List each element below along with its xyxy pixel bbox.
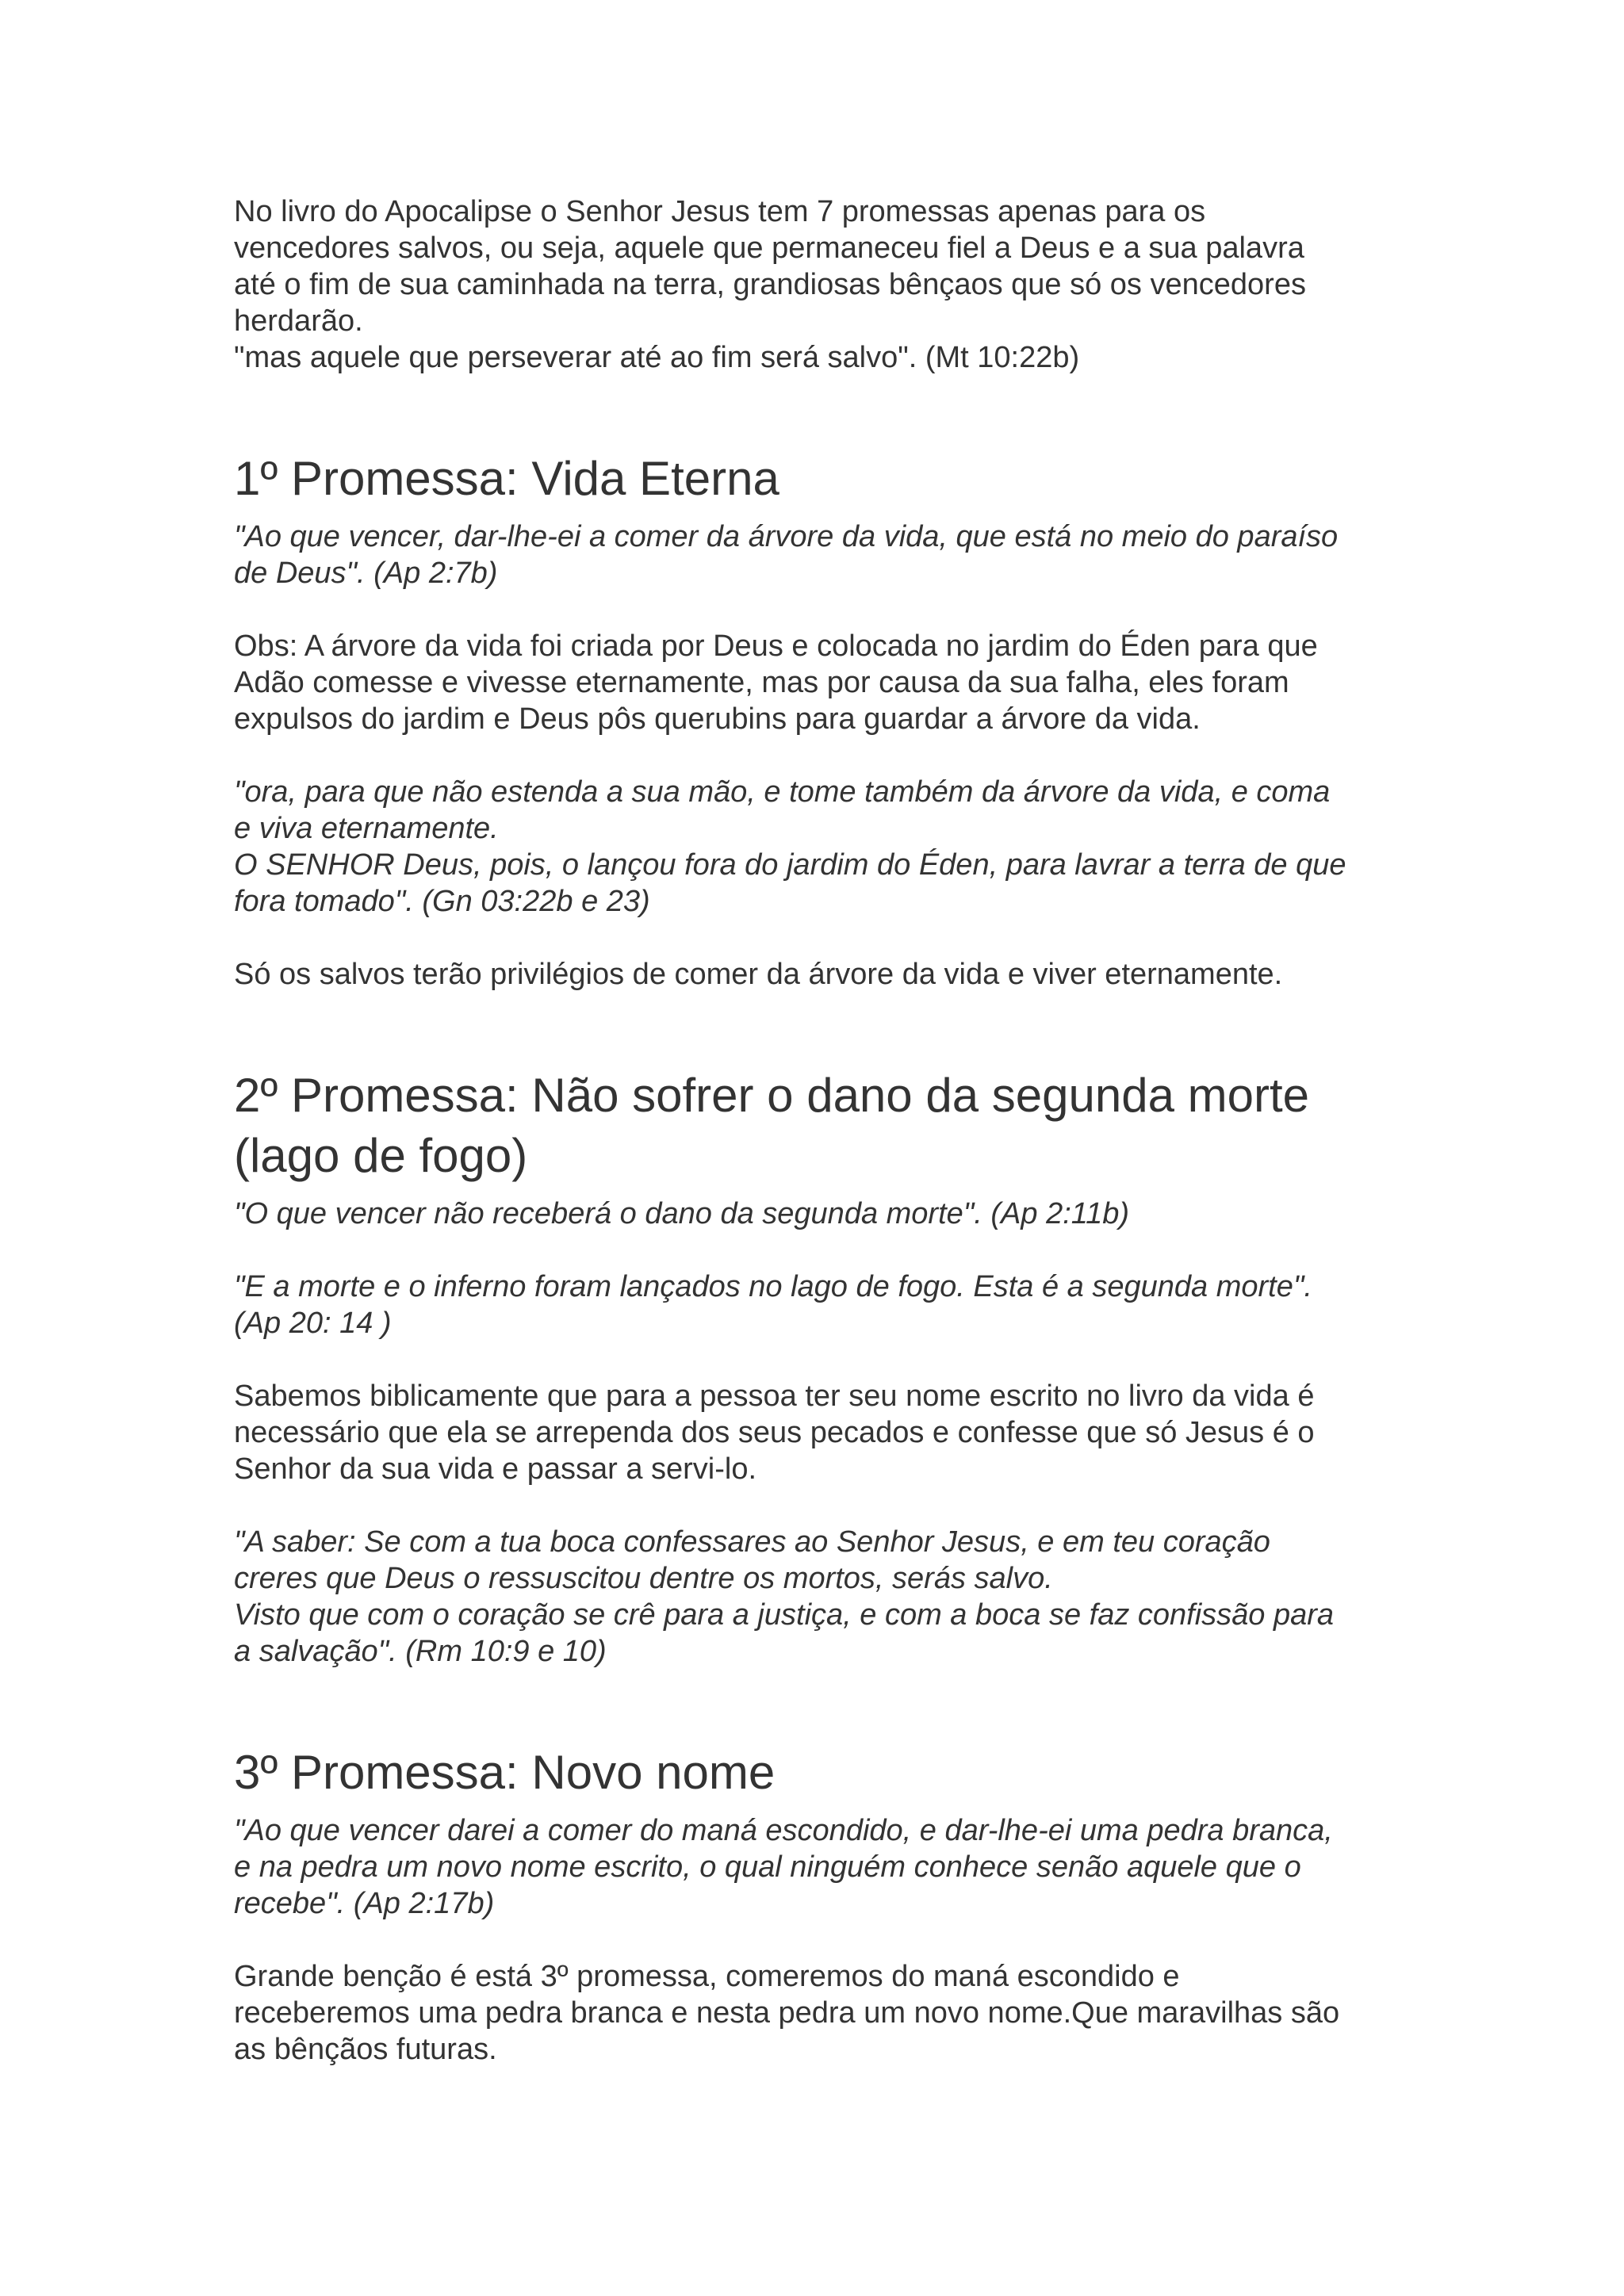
heading-line: 2º Promessa: Não sofrer o dano da segunda morte bbox=[234, 1069, 1310, 1122]
section2-quote2 bbox=[234, 1269, 1408, 1341]
section1-heading: 1º Promessa: Vida Eterna bbox=[234, 452, 779, 505]
quote-line: creres que Deus o ressuscitou dentre os mortos, serás salvo. bbox=[234, 1562, 1053, 1595]
quote-line: fora tomado". (Gn 03:22b e 23) bbox=[234, 885, 650, 918]
obs-line: expulsos do jardim e Deus pôs querubins para guardar a árvore da vida. bbox=[234, 702, 1201, 736]
body-line: as bênçãos futuras. bbox=[234, 2033, 497, 2066]
section1-closing bbox=[234, 956, 1408, 993]
section3-quote1 bbox=[234, 1812, 1408, 1922]
body-line: Senhor da sua vida e passar a servi-lo. bbox=[234, 1452, 757, 1486]
quote-line: "A saber: Se com a tua boca confessares ao Senhor Jesus, e em teu coração bbox=[234, 1525, 1270, 1559]
quote-line: e na pedra um novo nome escrito, o qual ninguém conhece senão aquele que o bbox=[234, 1850, 1301, 1884]
intro-line: herdarão. bbox=[234, 304, 363, 338]
section1-quote2 bbox=[234, 774, 1408, 920]
heading-line: (lago de fogo) bbox=[234, 1129, 528, 1182]
intro-line: até o fim de sua caminhada na terra, grandiosas bênçaos que só os vencedores bbox=[234, 268, 1306, 301]
section1-obs bbox=[234, 628, 1408, 737]
quote-line: "Ao que vencer darei a comer do maná escondido, e dar-lhe-ei uma pedra branca, bbox=[234, 1814, 1333, 1847]
body-line: receberemos uma pedra branca e nesta pedra um novo nome.Que maravilhas são bbox=[234, 1996, 1340, 2030]
quote-line: e viva eternamente. bbox=[234, 812, 499, 845]
section2-quote3 bbox=[234, 1524, 1408, 1670]
section3-body bbox=[234, 1958, 1408, 2068]
quote-line: recebe". (Ap 2:17b) bbox=[234, 1887, 495, 1920]
quote-line: a salvação". (Rm 10:9 e 10) bbox=[234, 1635, 607, 1668]
document-page bbox=[234, 193, 1408, 2068]
quote-line: de Deus". (Ap 2:7b) bbox=[234, 557, 498, 590]
section1-quote1 bbox=[234, 519, 1408, 591]
quote-line: Visto que com o coração se crê para a justiça, e com a boca se faz confissão para bbox=[234, 1598, 1335, 1632]
quote-line: "ora, para que não estenda a sua mão, e tome também da árvore da vida, e coma bbox=[234, 775, 1331, 809]
quote-line: "E a morte e o inferno foram lançados no lago de fogo. Esta é a segunda morte". bbox=[234, 1270, 1312, 1303]
section2-heading bbox=[234, 1066, 1408, 1186]
section3-heading: 3º Promessa: Novo nome bbox=[234, 1746, 776, 1799]
quote-line: "Ao que vencer, dar-lhe-ei a comer da árvore da vida, que está no meio do paraíso bbox=[234, 520, 1339, 553]
section2-quote1 bbox=[234, 1196, 1408, 1232]
section2-body bbox=[234, 1378, 1408, 1487]
body-line: Sabemos biblicamente que para a pessoa ter seu nome escrito no livro da vida é bbox=[234, 1380, 1315, 1413]
obs-line: Obs: A árvore da vida foi criada por Deus e colocada no jardim do Éden para que bbox=[234, 629, 1318, 663]
intro-line: vencedores salvos, ou seja, aquele que permaneceu fiel a Deus e a sua palavra bbox=[234, 232, 1304, 265]
closing-line: Só os salvos terão privilégios de comer da árvore da vida e viver eternamente. bbox=[234, 958, 1283, 991]
quote-line: (Ap 20: 14 ) bbox=[234, 1307, 392, 1340]
intro-line: "mas aquele que perseverar até ao fim será salvo". (Mt 10:22b) bbox=[234, 341, 1080, 374]
quote-line: "O que vencer não receberá o dano da segunda morte". (Ap 2:11b) bbox=[234, 1197, 1129, 1230]
quote-line: O SENHOR Deus, pois, o lançou fora do jardim do Éden, para lavrar a terra de que bbox=[234, 848, 1346, 882]
body-line: necessário que ela se arrependa dos seus pecados e confesse que só Jesus é o bbox=[234, 1416, 1315, 1449]
body-line: Grande benção é está 3º promessa, comeremos do maná escondido e bbox=[234, 1960, 1180, 1993]
intro-paragraph bbox=[234, 193, 1408, 376]
intro-line: No livro do Apocalipse o Senhor Jesus tem 7 promessas apenas para os bbox=[234, 195, 1206, 228]
obs-line: Adão comesse e vivesse eternamente, mas por causa da sua falha, eles foram bbox=[234, 666, 1289, 699]
